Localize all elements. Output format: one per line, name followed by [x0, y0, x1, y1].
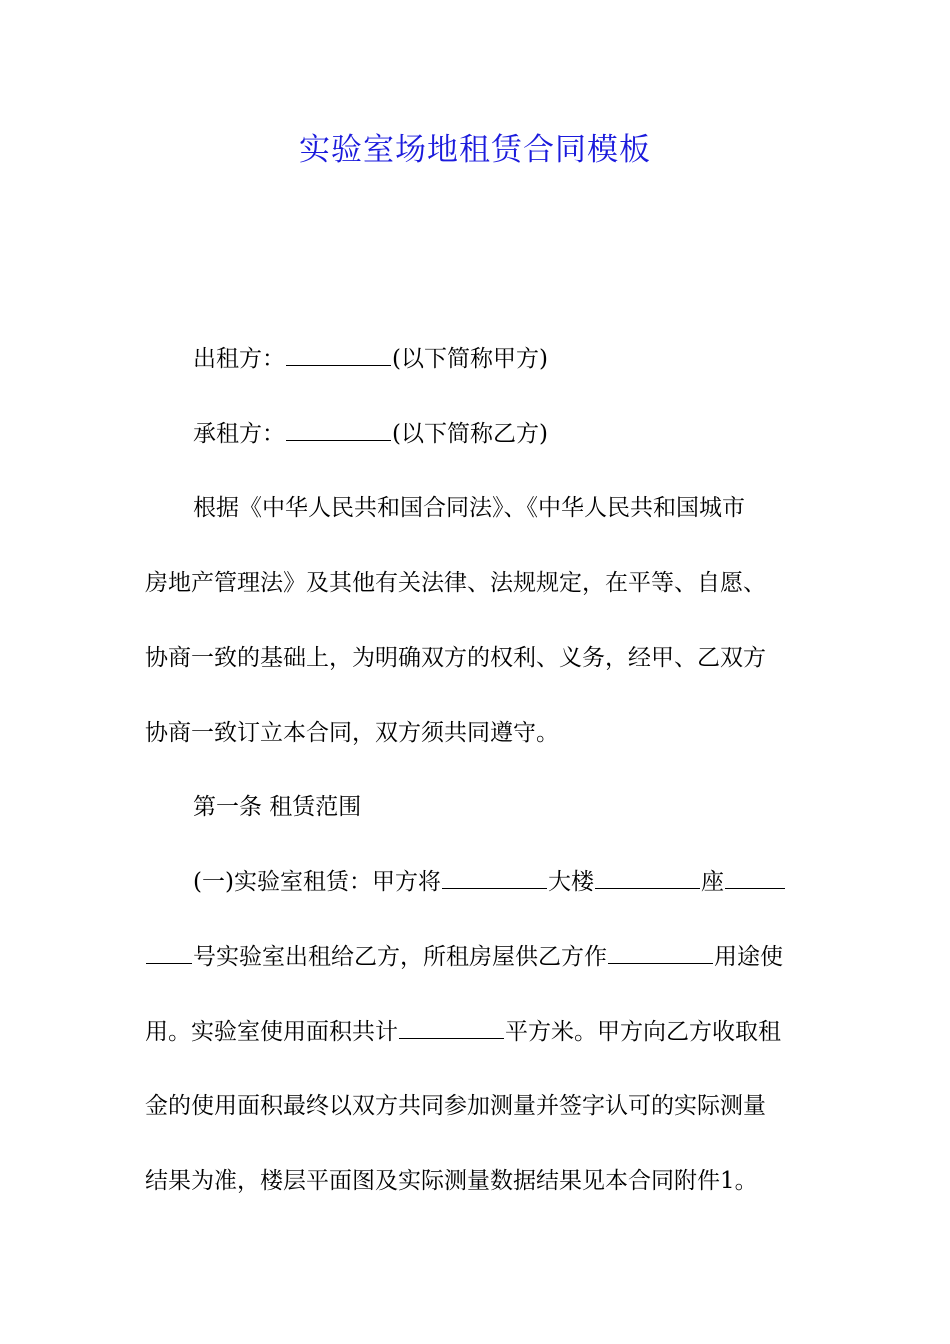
block-blank	[595, 866, 700, 889]
lessee-label: 承租方：	[193, 421, 285, 447]
clause-text: (一)实验室租赁：甲方将	[193, 869, 441, 895]
clause-text: 用途使	[714, 944, 783, 970]
lessor-label: 出租方：	[193, 346, 285, 372]
lessor-line	[193, 342, 810, 376]
area-blank	[399, 1016, 504, 1039]
clause-1-line-2	[145, 940, 810, 974]
lessee-suffix: (以下简称乙方)	[392, 421, 548, 447]
lessee-blank	[286, 418, 391, 441]
purpose-blank	[608, 941, 713, 964]
preamble-line-1: 根据《中华人民共和国合同法》、《中华人民共和国城市	[193, 495, 745, 521]
room-blank-start	[725, 866, 785, 889]
lessee-line	[193, 417, 810, 451]
clause-text: 号实验室出租给乙方，所租房屋供乙方作	[193, 944, 607, 970]
clause-1-line-5: 结果为准，楼层平面图及实际测量数据结果见本合同附件1。	[145, 1168, 758, 1194]
clause-1-line-4: 金的使用面积最终以双方共同参加测量并签字认可的实际测量	[145, 1093, 766, 1119]
preamble-line-2: 房地产管理法》及其他有关法律、法规规定，在平等、自愿、	[145, 570, 766, 596]
preamble-line-3: 协商一致的基础上，为明确双方的权利、义务，经甲、乙双方	[145, 645, 766, 671]
clause-text: 平方米。甲方向乙方收取租	[505, 1019, 781, 1045]
clause-text: 座	[700, 869, 724, 895]
lessor-blank	[286, 343, 391, 366]
clause-text: 大楼	[547, 869, 594, 895]
preamble-line-4: 协商一致订立本合同，双方须共同遵守。	[145, 720, 559, 746]
clause-text: 用。实验室使用面积共计	[145, 1019, 398, 1045]
building-blank	[442, 866, 547, 889]
clause-1-line-1	[193, 865, 810, 899]
lessor-suffix: (以下简称甲方)	[392, 346, 548, 372]
article-1-heading: 第一条 租赁范围	[193, 794, 362, 820]
room-blank-end	[146, 941, 192, 964]
clause-1-line-3	[145, 1015, 810, 1049]
document-title: 实验室场地租赁合同模板	[299, 132, 651, 168]
